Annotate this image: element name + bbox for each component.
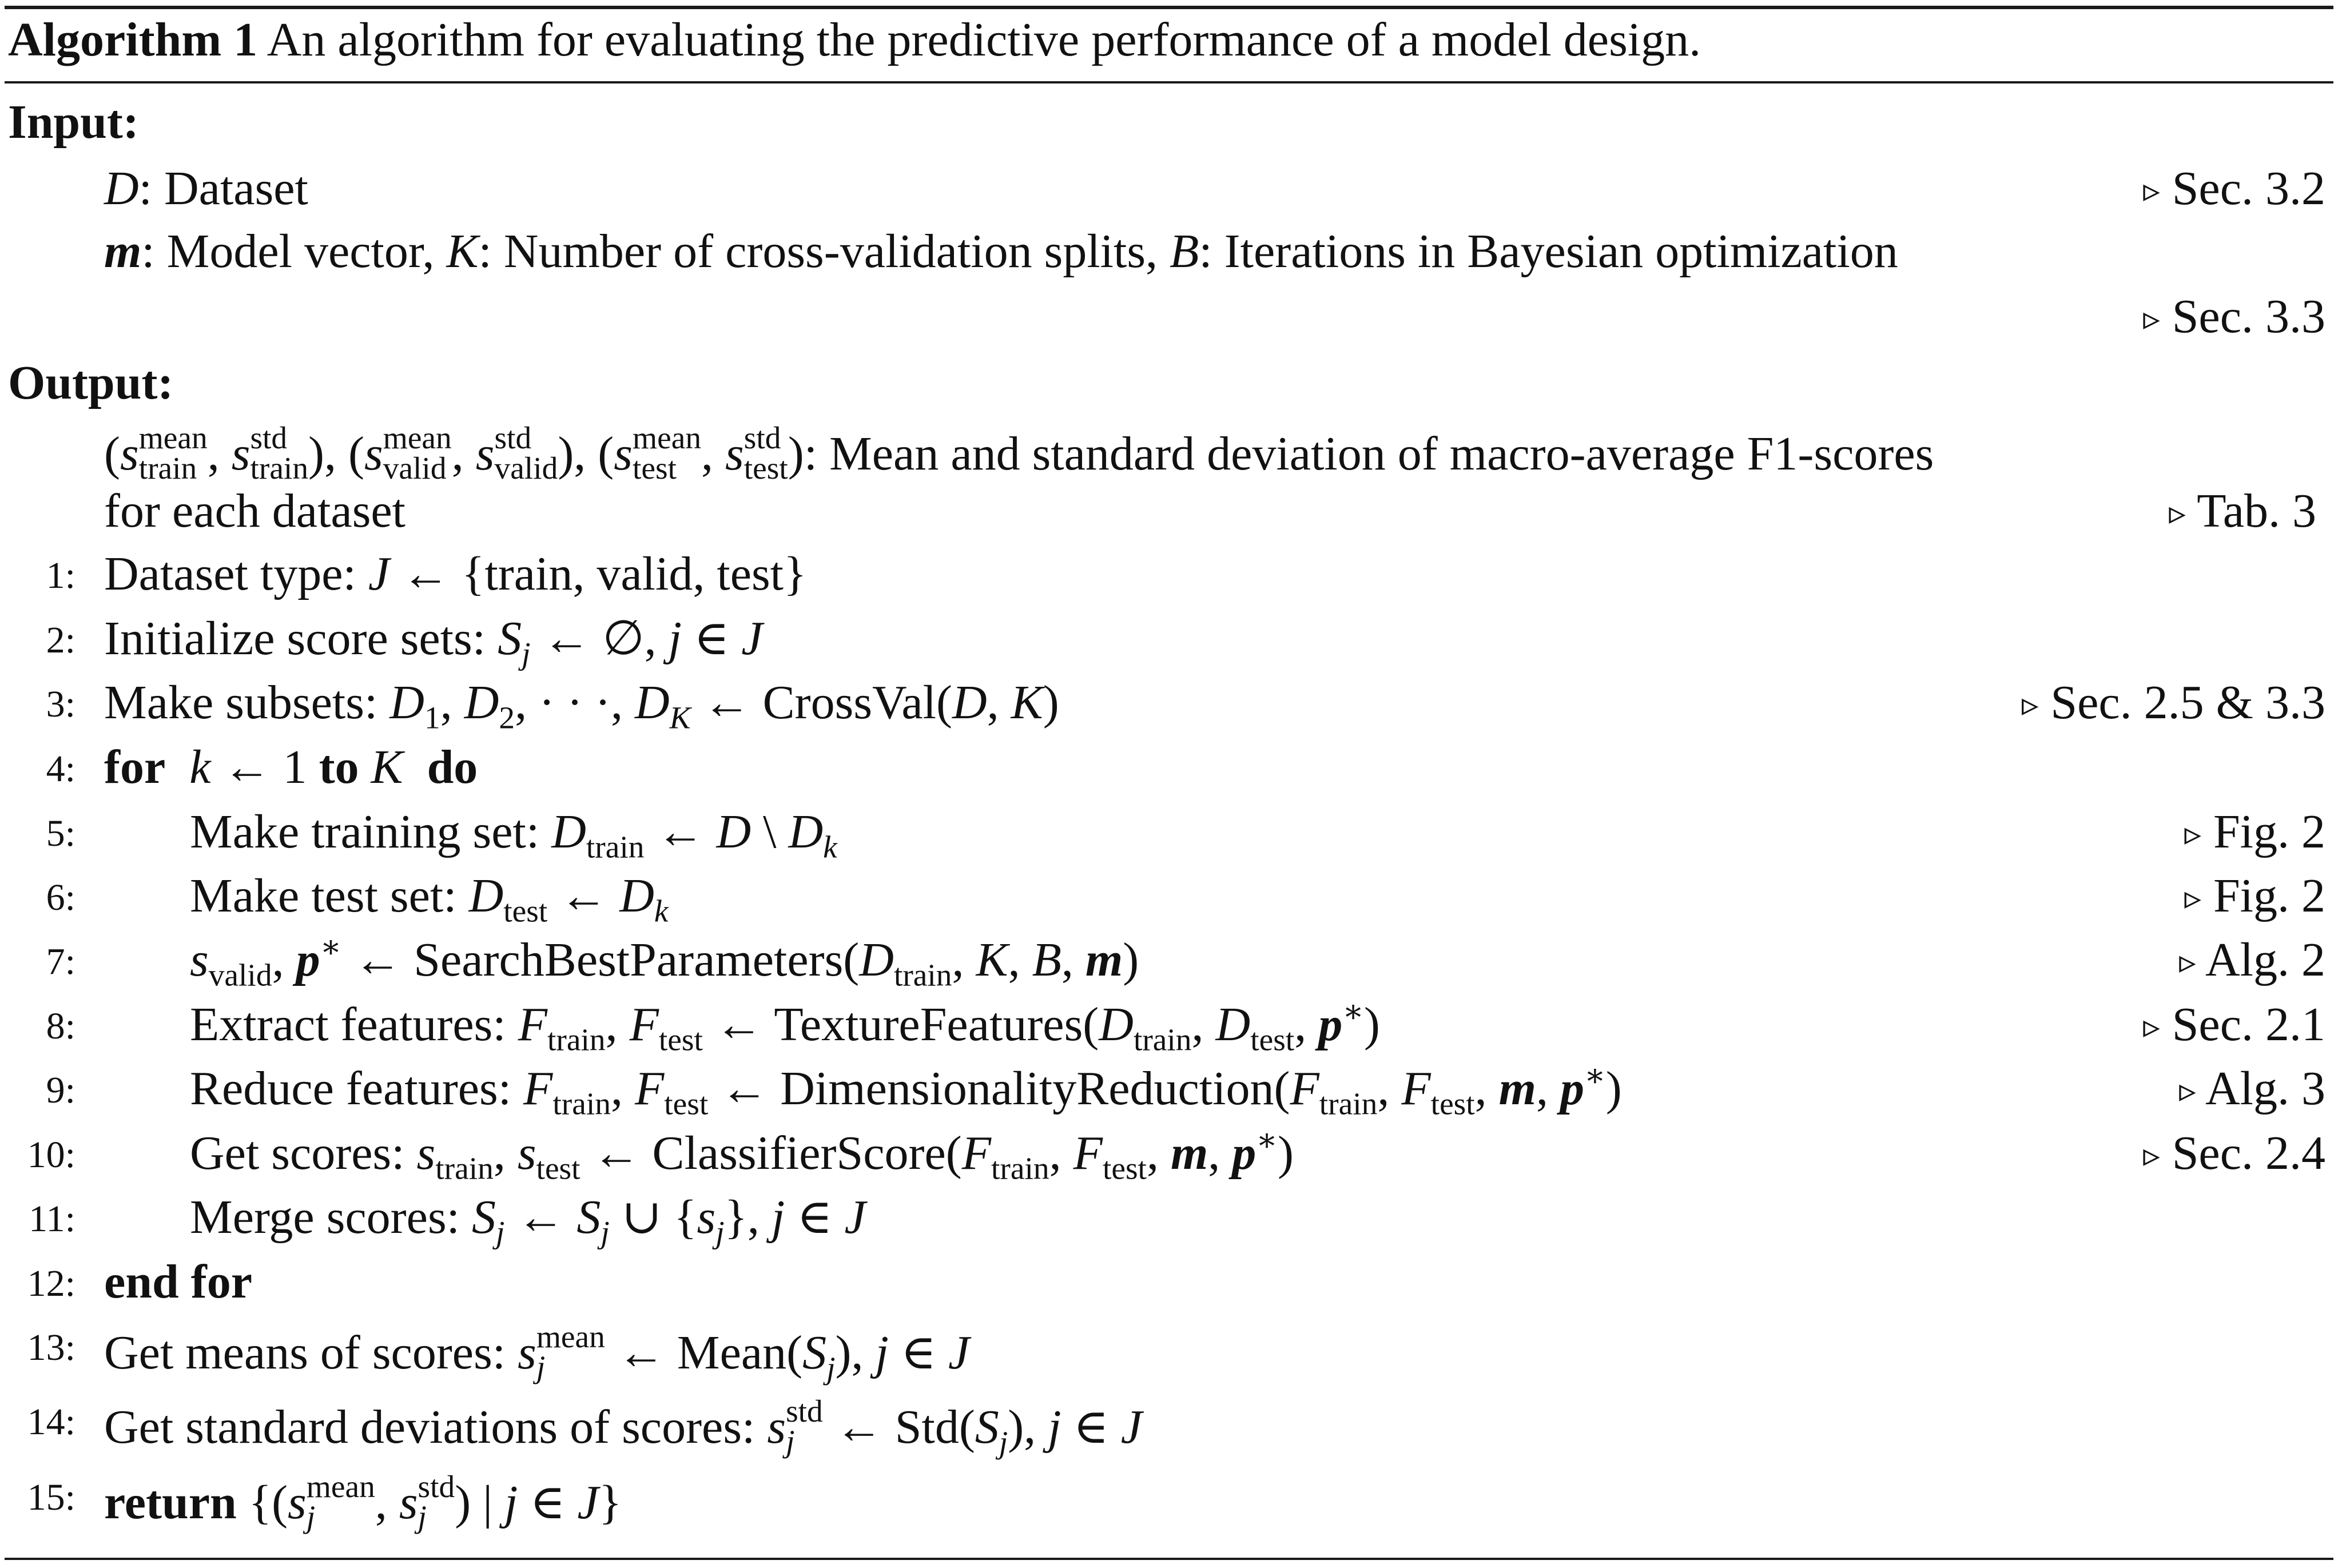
- top-rule: [5, 6, 2333, 9]
- reference: Sec. 2.4: [2172, 1127, 2325, 1180]
- line-number: 8:: [46, 1005, 75, 1047]
- bottom-rule: [5, 1558, 2333, 1560]
- line-number: 10:: [27, 1134, 75, 1176]
- line-number: 15:: [27, 1477, 75, 1518]
- reference: Alg. 3: [2205, 1062, 2325, 1115]
- line-number: 3:: [46, 683, 75, 725]
- caption-rule: [5, 81, 2333, 83]
- reference: Sec. 2.5 & 3.3: [2050, 676, 2325, 729]
- triangle-comment-icon: ▹: [2143, 1008, 2160, 1045]
- algorithm-caption-text: An algorithm for evaluating the predictive performance of a model design.: [267, 13, 1701, 66]
- triangle-comment-icon: ▹: [2184, 815, 2201, 853]
- line-number: 7:: [46, 941, 75, 982]
- triangle-comment-icon: ▹: [2179, 943, 2196, 981]
- triangle-comment-icon: ▹: [2143, 172, 2160, 209]
- reference: Fig. 2: [2213, 869, 2325, 922]
- reference: Sec. 2.1: [2172, 998, 2325, 1051]
- line-number: 6:: [46, 877, 75, 918]
- reference: Sec. 3.2: [2172, 162, 2325, 215]
- line-number: 5:: [46, 813, 75, 854]
- line-number: 2:: [46, 619, 75, 661]
- reference: Alg. 2: [2205, 933, 2325, 986]
- line-number: 14:: [27, 1401, 75, 1443]
- line-number: 9:: [46, 1069, 75, 1111]
- line-number: 12:: [27, 1263, 75, 1304]
- reference: Tab. 3: [2197, 484, 2316, 538]
- line-number: 13:: [27, 1327, 75, 1368]
- triangle-comment-icon: ▹: [2143, 300, 2160, 337]
- triangle-comment-icon: ▹: [2143, 1136, 2160, 1174]
- triangle-comment-icon: ▹: [2169, 494, 2186, 532]
- line-number: 1:: [46, 555, 75, 596]
- reference: Fig. 2: [2213, 805, 2325, 858]
- triangle-comment-icon: ▹: [2184, 879, 2201, 917]
- reference: Sec. 3.3: [2172, 290, 2325, 343]
- triangle-comment-icon: ▹: [2021, 686, 2039, 723]
- algorithm-label: Algorithm 1: [8, 13, 258, 66]
- triangle-comment-icon: ▹: [2179, 1072, 2196, 1109]
- line-number: 4:: [46, 748, 75, 790]
- line-number: 11:: [29, 1198, 75, 1240]
